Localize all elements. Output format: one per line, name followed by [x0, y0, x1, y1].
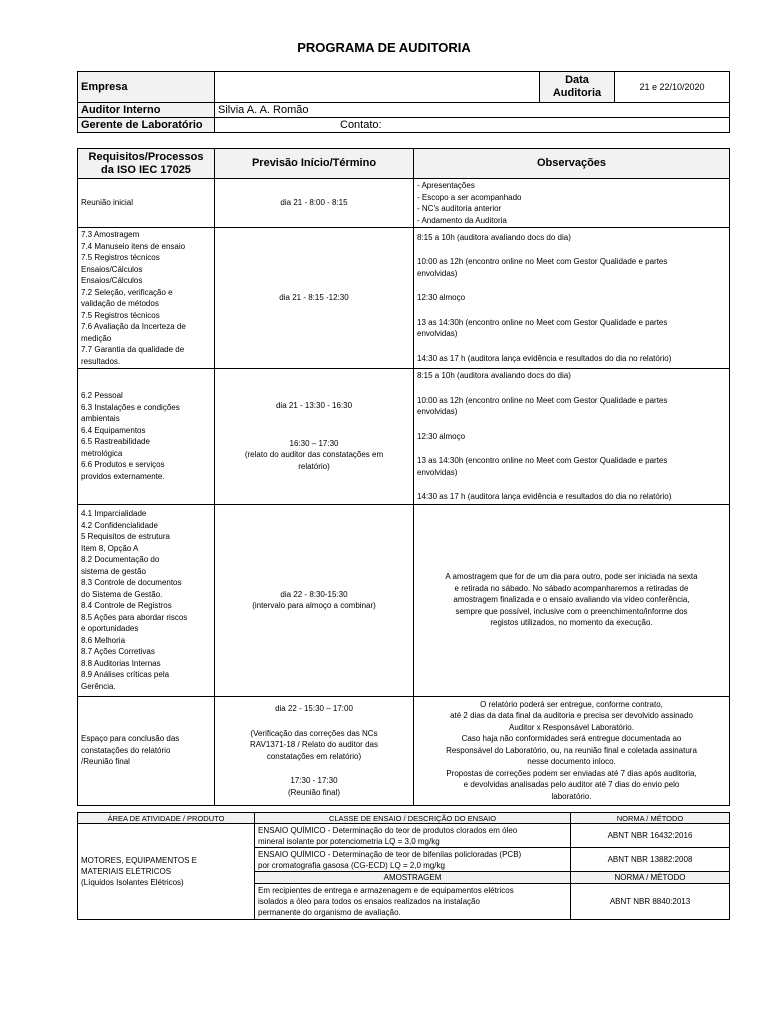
- amostragem-header: AMOSTRAGEM: [255, 872, 571, 884]
- desc-line: ENSAIO QUÍMICO - Determinação do teor de produtos clorados em óleo: [258, 825, 518, 835]
- table-row: [78, 369, 730, 505]
- observacao-line: nesse documento inloco.: [527, 757, 616, 767]
- requisito-line: 8.2 Documentação do: [81, 555, 160, 564]
- requisito-line: 5 Requisitos de estrutura: [81, 532, 170, 541]
- table-row: [78, 228, 730, 369]
- requisito-line: 8.3 Controle de documentos: [81, 578, 182, 587]
- previsao-cell: [215, 696, 414, 805]
- previsao-line: dia 21 - 13:30 - 16:30: [275, 401, 353, 411]
- requisito-line: 7.2 Seleção, verificação e: [81, 287, 173, 297]
- observacao-line: 12:30 almoço: [417, 293, 466, 303]
- desc-line: mineral isolante por potenciometria LQ = 3,0 mg/kg: [258, 836, 440, 846]
- desc-line: Em recipientes de entrega e armazenagem e de equipamentos elétricos: [258, 886, 514, 895]
- area-line: MATERIAIS ELÉTRICOS: [81, 867, 172, 876]
- observacao-line: - Andamento da Auditoria: [417, 215, 507, 225]
- requisito-line: Espaço para conclusão das: [81, 734, 180, 744]
- observacao-line: laboratório.: [551, 791, 592, 801]
- observacao-line: Caso haja não conformidades será entregue documentada ao: [461, 734, 682, 744]
- observacao-line: envolvidas): [417, 268, 458, 278]
- ensaio-desc-1: [255, 824, 571, 848]
- previsao-line: [218, 412, 410, 425]
- requisito-cell: [78, 369, 215, 505]
- previsao-line: (Reunião final): [287, 787, 341, 797]
- observacao-line: - Apresentações: [417, 181, 475, 190]
- requisito-line: 8.5 Ações para abordar riscos: [81, 612, 188, 622]
- previsao-line: dia 22 - 15:30 – 17:00: [275, 704, 353, 713]
- observacao-line: [417, 243, 726, 256]
- previsao-line: 16:30 – 17:30: [289, 438, 339, 448]
- observacao-cell: [414, 228, 730, 369]
- requisito-line: Ensaios/Cálculos: [81, 276, 143, 285]
- previsao-line: (Verificação das correções das NCs: [250, 728, 378, 738]
- requisito-line: medição: [81, 333, 112, 343]
- data-auditoria-value: 21 e 22/10/2020: [615, 72, 730, 103]
- requisito-cell: [78, 228, 215, 369]
- observacao-line: 10:00 as 12h (encontro online no Meet com Gestor Qualidade e partes: [417, 257, 668, 267]
- requisito-line: Item 8, Opção A: [81, 543, 139, 553]
- observacao-line: 13 as 14:30h (encontro online no Meet com Gestor Qualidade e partes: [417, 317, 668, 327]
- previsao-line: [218, 715, 410, 728]
- gerente-label: Gerente de Laboratório: [78, 118, 215, 133]
- observacao-line: Auditor x Responsável Laboratório.: [509, 722, 634, 732]
- requisito-line: constatações do relatório: [81, 745, 171, 755]
- area-line: (Líquidos Isolantes Elétricos): [81, 878, 184, 887]
- observacao-line: e devolvidas analisadas pelo auditor até 7 dias do envio pelo: [463, 780, 680, 790]
- desc-line: isolados a óleo para todos os ensaios realizados na instalação: [258, 897, 480, 906]
- observacao-line: O relatório poderá ser entregue, conforme contrato,: [480, 699, 663, 709]
- requisito-line: Reunião inicial: [81, 198, 134, 208]
- observacao-line: 12:30 almoço: [417, 431, 466, 441]
- observacao-line: A amostragem que for de um dia para outro, pode ser iniciada na sexta: [445, 572, 698, 582]
- requisito-cell: [78, 504, 215, 696]
- observacao-line: 13 as 14:30h (encontro online no Meet com Gestor Qualidade e partes: [417, 456, 668, 465]
- observacao-line: - NC's auditoria anterior: [417, 204, 502, 213]
- requisito-line: 8.7 Ações Corretivas: [81, 647, 155, 656]
- previsao-line: 17:30 - 17:30: [290, 776, 338, 785]
- area-line: MOTORES, EQUIPAMENTOS E: [81, 856, 198, 865]
- requisito-line: metrológica: [81, 448, 123, 458]
- observacao-cell: [414, 369, 730, 505]
- ensaio-norma-2: ABNT NBR 13882:2008: [571, 848, 730, 872]
- table-row: [78, 179, 730, 228]
- previsao-line: RAV1371-18 / Relato do auditor das: [250, 740, 378, 749]
- requisito-line: 7.7 Garantia da qualidade de: [81, 345, 185, 354]
- observacao-line: 10:00 as 12h (encontro online no Meet com Gestor Qualidade e partes: [417, 395, 668, 405]
- observacao-line: envolvidas): [417, 407, 458, 416]
- desc-line: ENSAIO QUÍMICO - Determinação de teor de bifenilas policloradas (PCB): [258, 849, 522, 859]
- previsao-line: (relato do auditor das constatações em: [244, 450, 384, 460]
- previsao-line: dia 22 - 8:30-15:30: [280, 589, 348, 599]
- observacao-cell: [414, 696, 730, 805]
- requisito-line: do Sistema de Gestão.: [81, 589, 163, 599]
- requisito-cell: [78, 179, 215, 228]
- observacao-line: amostragem finalizada e o ensaio avaliando via vídeo conferência,: [453, 595, 690, 605]
- requisito-line: 6.3 Instalações e condições: [81, 402, 180, 412]
- observacao-line: envolvidas): [417, 329, 458, 339]
- requisito-line: 4.2 Confidencialidade: [81, 520, 158, 530]
- observacao-line: [417, 478, 726, 491]
- observacao-line: sempre que possível, inclusive com o preenchimento/informe dos: [455, 606, 688, 616]
- requisito-line: 6.6 Produtos e serviços: [81, 460, 165, 470]
- requisito-line: 4.1 Imparcialidade: [81, 509, 147, 518]
- previsao-cell: [215, 369, 414, 505]
- requisito-line: 7.3 Amostragem: [81, 230, 140, 239]
- previsao-line: [218, 425, 410, 438]
- requisito-cell: [78, 696, 215, 805]
- observacao-line: envolvidas): [417, 467, 458, 477]
- requisito-line: e oportunidades: [81, 624, 139, 633]
- requisito-line: sistema de gestão: [81, 566, 146, 576]
- ensaio-norma-1: ABNT NBR 16432:2016: [571, 824, 730, 848]
- col-requisitos: Requisitos/Processos da ISO IEC 17025: [78, 149, 215, 179]
- requisito-line: 7.6 Avaliação da Incerteza de: [81, 322, 186, 331]
- requisito-line: Ensaios/Cálculos: [81, 264, 143, 274]
- observacao-line: Responsável do Laboratório, ou, na reunião final e coletada assinatura: [446, 745, 697, 755]
- requisito-line: 7.5 Registros técnicos: [81, 310, 160, 320]
- amostragem-norma: ABNT NBR 8840:2013: [571, 884, 730, 920]
- observacao-line: 14:30 as 17 h (auditora lança evidência e resultados do dia no relatório): [417, 353, 672, 363]
- amostragem-desc: [255, 884, 571, 920]
- page-title: PROGRAMA DE AUDITORIA: [297, 40, 471, 55]
- empresa-value: [215, 72, 540, 103]
- requisito-line: /Reunião final: [81, 757, 130, 767]
- observacao-cell: [414, 504, 730, 696]
- col-norma: NORMA / MÉTODO: [571, 813, 730, 824]
- observacao-line: [417, 340, 726, 353]
- requisito-line: 7.5 Registros técnicos: [81, 253, 160, 262]
- observacao-line: [417, 418, 726, 431]
- observacao-line: 8:15 a 10h (auditora avaliando docs do dia): [417, 371, 571, 380]
- requisito-line: 8.4 Controle de Registros: [81, 601, 172, 610]
- ensaio-desc-2: [255, 848, 571, 872]
- auditor-label: Auditor Interno: [78, 103, 215, 118]
- requisito-line: 8.8 Auditorias Internas: [81, 658, 161, 668]
- previsao-line: dia 21 - 8:00 - 8:15: [280, 198, 348, 208]
- previsao-cell: [215, 504, 414, 696]
- observacao-line: [417, 279, 726, 292]
- observacao-line: - Escopo a ser acompanhado: [417, 192, 522, 202]
- requisito-line: Gerência.: [81, 681, 116, 691]
- col-observacoes: Observações: [414, 149, 730, 179]
- requisito-line: 6.2 Pessoal: [81, 391, 123, 401]
- observacao-line: [417, 304, 726, 317]
- requisito-line: ambientais: [81, 414, 120, 424]
- observacao-line: até 2 dias da data final da auditoria e precisa ser devolvido assinado: [450, 711, 693, 721]
- observacao-line: [417, 382, 726, 395]
- previsao-line: (intervalo para almoço a combinar): [252, 601, 376, 610]
- previsao-line: [218, 762, 410, 775]
- data-auditoria-label: Data Auditoria: [540, 72, 615, 103]
- table-row: [78, 696, 730, 805]
- previsao-line: constatações em relatório): [266, 751, 362, 761]
- previsao-cell: [215, 179, 414, 228]
- col-classe: CLASSE DE ENSAIO / DESCRIÇÃO DO ENSAIO: [255, 813, 571, 824]
- contato-label: Contato:: [215, 118, 730, 133]
- empresa-label: Empresa: [78, 72, 215, 103]
- header-table: [77, 71, 730, 133]
- desc-line: permanente do organismo de avaliação.: [258, 908, 401, 917]
- requisito-line: validação de métodos: [81, 299, 159, 308]
- observacao-line: [417, 442, 726, 455]
- requisito-line: providos externamente.: [81, 471, 165, 481]
- previsao-cell: [215, 228, 414, 369]
- auditor-value: Silvia A. A. Romão: [215, 103, 730, 118]
- previsao-line: dia 21 - 8:15 -12:30: [279, 293, 349, 303]
- requisito-line: 8.6 Melhoria: [81, 635, 126, 645]
- requisito-line: resultados.: [81, 356, 121, 366]
- observacao-line: e retirada no sábado. No sábado acompanharemos a retiradas de: [454, 583, 689, 593]
- table-row: [78, 504, 730, 696]
- requisito-line: 8.9 Análises críticas pela: [81, 670, 170, 679]
- observacao-line: registos utilizados, no momento da execução.: [490, 618, 653, 628]
- program-table: [77, 148, 730, 806]
- observacao-line: 14:30 as 17 h (auditora lança evidência e resultados do dia no relatório): [417, 492, 672, 501]
- requisito-line: 6.4 Equipamentos: [81, 425, 146, 435]
- area-cell: [78, 824, 255, 920]
- observacao-line: Propostas de correções podem ser enviadas até 7 dias após auditoria,: [446, 768, 697, 778]
- observacao-cell: [414, 179, 730, 228]
- norma-subheader: NORMA / MÉTODO: [571, 872, 730, 884]
- requisito-line: 7.4 Manuseio itens de ensaio: [81, 241, 186, 251]
- previsao-line: relatório): [298, 461, 330, 471]
- requisito-line: 6.5 Rastreabilidade: [81, 437, 150, 447]
- col-previsao: Previsão Início/Término: [215, 149, 414, 179]
- observacao-line: 8:15 a 10h (auditora avaliando docs do dia): [417, 232, 571, 242]
- activity-table: [77, 812, 730, 920]
- col-area: ÁREA DE ATIVIDADE / PRODUTO: [78, 813, 255, 824]
- desc-line: por cromatografia gasosa (CG-ECD) LQ = 2,0 mg/kg: [258, 860, 445, 870]
